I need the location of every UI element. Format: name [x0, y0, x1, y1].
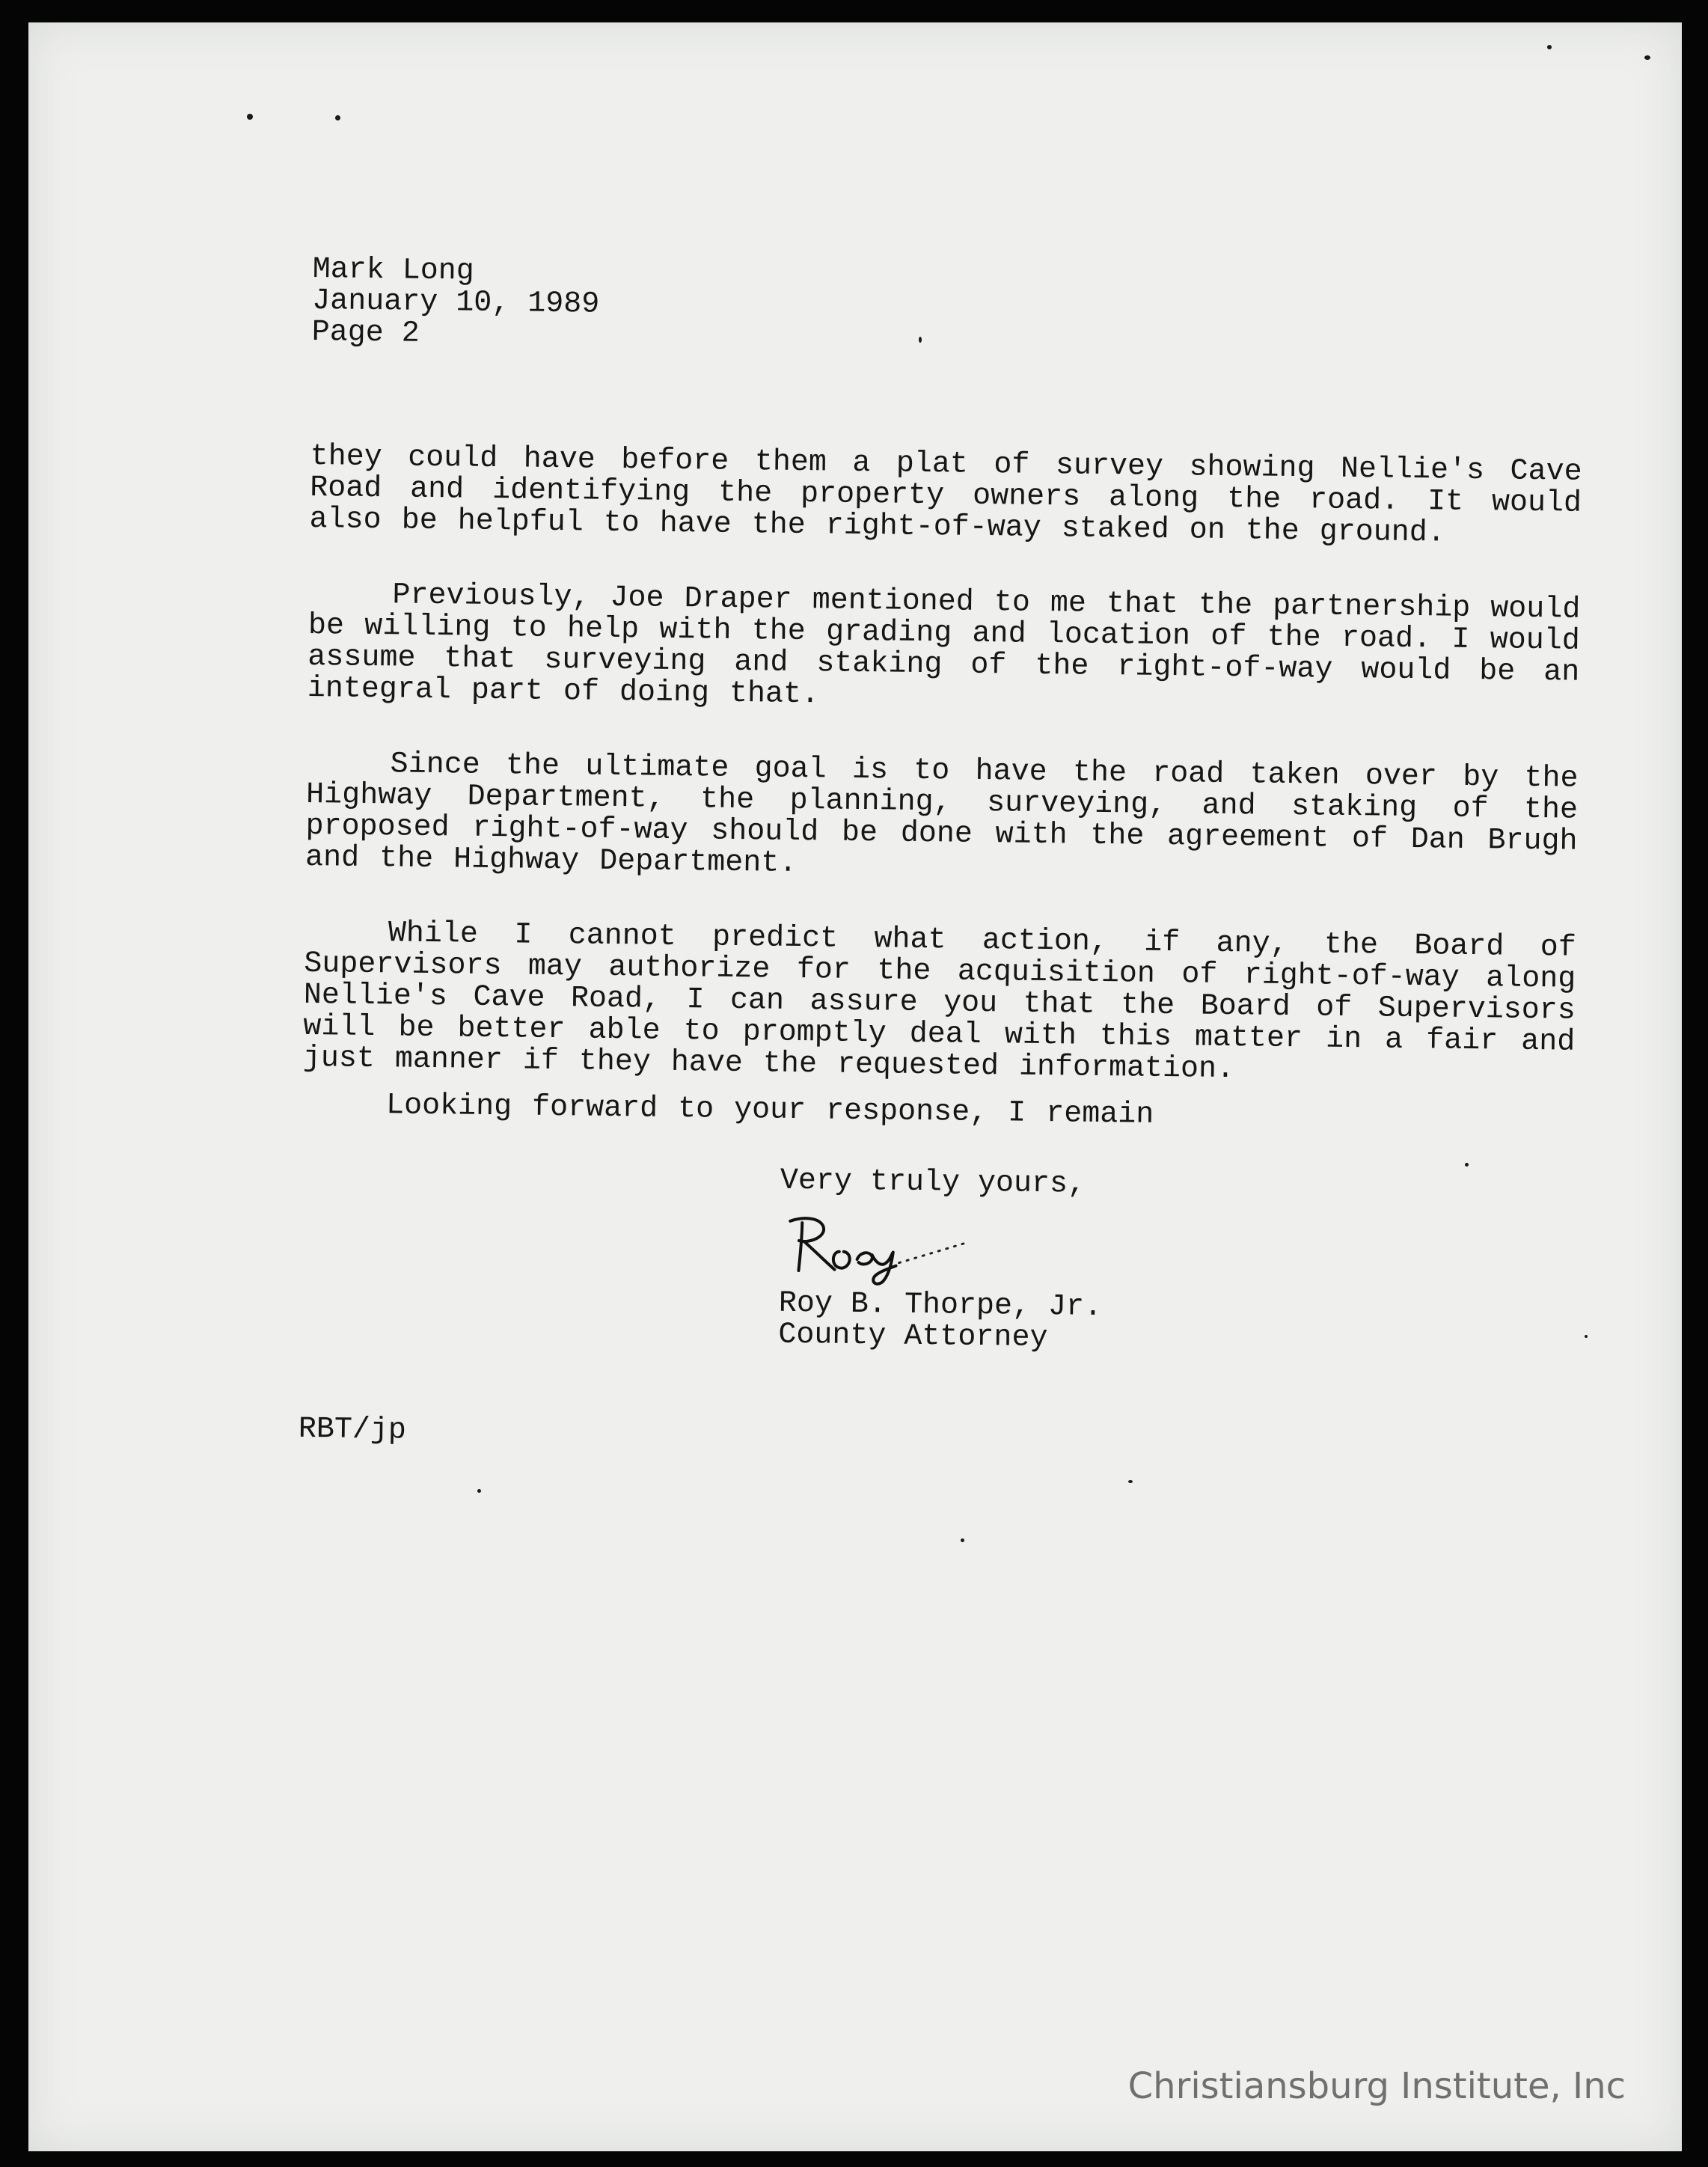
letter-header	[311, 254, 1584, 364]
letter-page	[28, 22, 1682, 2151]
speck	[335, 115, 340, 120]
signer-title: County Attorney	[778, 1318, 1048, 1356]
paragraph-1: they could have before them a plat of survey showing Nellie's Cave Road and identifying the property owners along the road. It would also be helpful to have the right-of-way staked on the ground.	[309, 439, 1582, 551]
signer-name: Roy B. Thorpe, Jr.	[778, 1286, 1103, 1324]
closing-block	[778, 1166, 1573, 1361]
paragraph-3: Since the ultimate goal is to have the road taken over by the Highway Department, the planning, surveying, and staking of the proposed right-of-way should be done with the agreement of Dan Brugh and the Highway Department.	[304, 748, 1579, 881]
speck	[1585, 1335, 1588, 1338]
speck	[247, 114, 253, 120]
speck	[1128, 1480, 1133, 1483]
paragraph-2: Previously, Joe Draper mentioned to me that the partnership would be willing to help with the grading and location of the road. I would assume that surveying and staking of the right-of-way would be an integral part of doing that.	[307, 578, 1581, 712]
speck	[1644, 55, 1650, 60]
paragraph-5: Looking forward to your response, I remain	[385, 1089, 1154, 1132]
paragraph-4: While I cannot predict what action, if any, the Board of Supervisors may authorize for the acquisition of right-of-way along Nellie's Cave Road, I can assure you that the Board of Supervisors will be better able to promptly deal with this matter in a fair and just manner if they have the requested information.	[302, 917, 1577, 1087]
typist-initials: RBT/jp	[298, 1412, 407, 1448]
speck	[477, 1489, 481, 1493]
salutation: Very truly yours,	[780, 1164, 1086, 1202]
letter-body	[299, 254, 1585, 1461]
speck	[1547, 45, 1552, 49]
letter-date: January 10, 1989	[311, 284, 600, 322]
signature-graphic	[779, 1206, 1004, 1292]
page-number: Page 2	[311, 315, 420, 351]
recipient-name: Mark Long	[312, 253, 475, 289]
speck	[961, 1538, 964, 1542]
watermark: Christiansburg Institute, Inc	[1127, 2065, 1626, 2107]
